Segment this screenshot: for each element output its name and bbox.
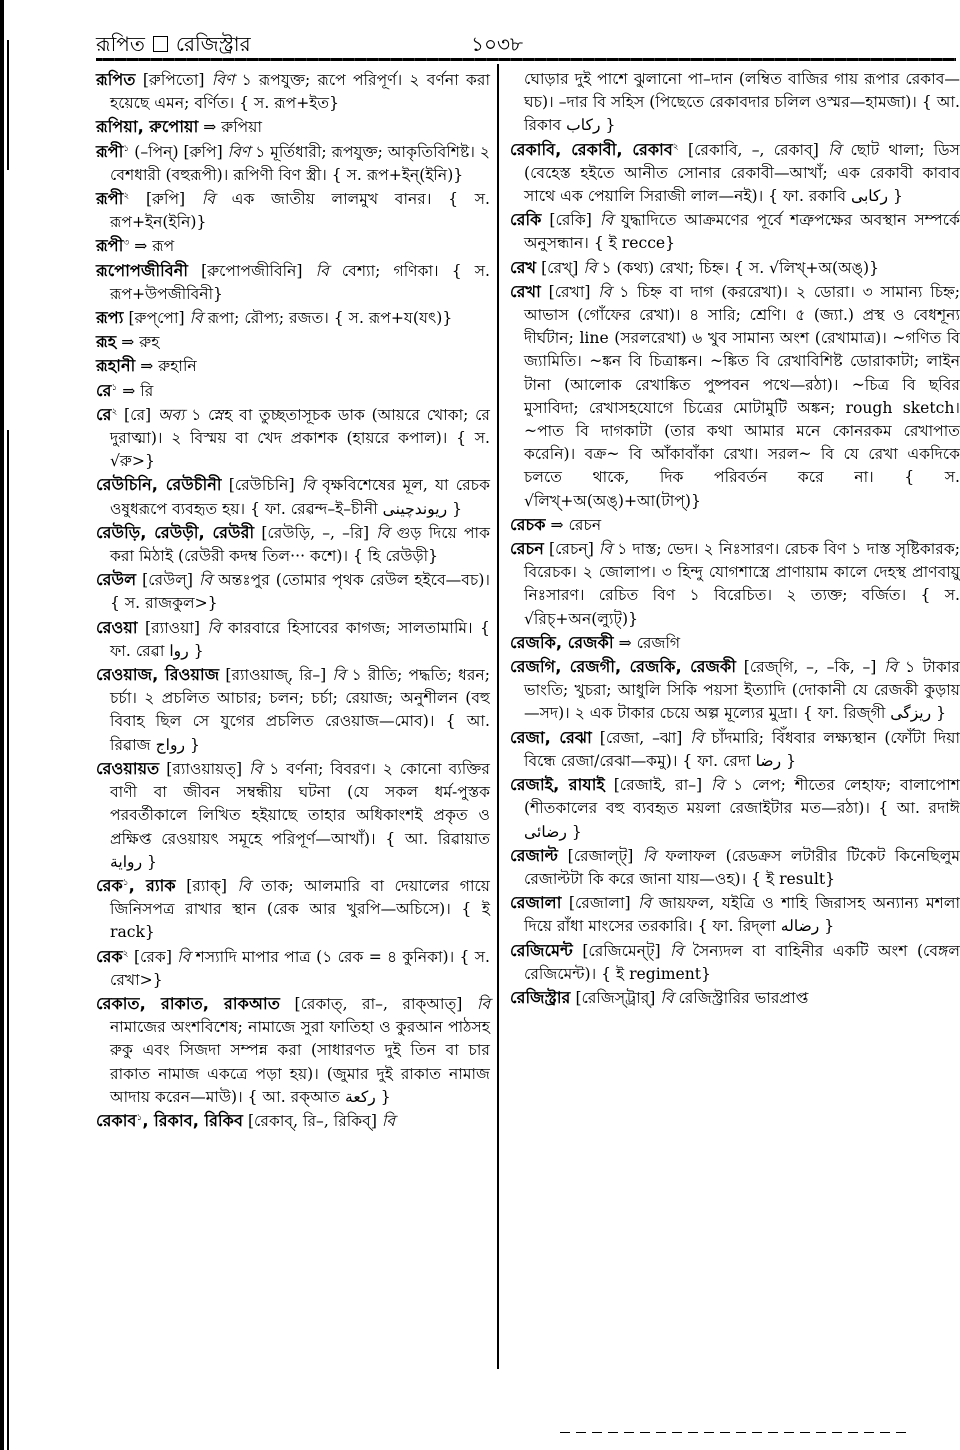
headword: রূহ [96, 332, 117, 352]
definition: ১ লেপ; শীতের লেহাফ; বালাপোশ (শীতকালের বহু ব্যবহৃত ময়লা রেজাইটার মত—রঠা)। { আ. রদাঈ رضائی } [524, 776, 960, 841]
headword: রেচন [510, 539, 544, 559]
dictionary-entry [510, 655, 960, 726]
part-of-speech: বি [598, 282, 612, 301]
part-of-speech: বি [598, 540, 613, 559]
definition: যুদ্ধাদিতে আক্রমণের পূর্বে শত্রুপক্ষের অবস্থান সম্পর্কে অনুসন্ধান। { ই recce} [524, 211, 960, 253]
pronunciation: (–পিন্) [রুপি] [134, 142, 223, 161]
dictionary-entry [96, 945, 490, 992]
scan-border-mark [7, 40, 9, 170]
definition: ⇒ রেজগি [618, 633, 681, 652]
dictionary-entry [510, 208, 960, 255]
definition: অন্তঃপুর (তোমার পৃথক রেউল হইবে—বচ)। { স. রাজকুল>} [110, 571, 490, 613]
pronunciation: [রেকাব্, রি–, রিকিব্] [247, 1111, 377, 1130]
column-divider [497, 64, 499, 1369]
pronunciation: [রেজিস্‌ট্রার্] [575, 988, 656, 1007]
headword: রূহানী [96, 356, 136, 376]
part-of-speech: বি [690, 728, 704, 747]
homonym-number: ৩ [123, 238, 130, 249]
definition: গুড় দিয়ে পাক করা মিঠাই (রেউরী কদম্ব তিল··· কশে)। { হি রেউড়ী} [110, 523, 490, 566]
pronunciation: [রেজিমেন্‌ট্] [582, 941, 661, 960]
guide-word-last: রেজিস্ট্রার [175, 32, 251, 56]
homonym-number: ২ [122, 948, 129, 959]
part-of-speech: বিণ [211, 71, 235, 89]
definition: ১ বর্ণনা; বিবরণ। ২ কোনো ব্যক্তির বাণী বা জীবন সম্বন্ধীয় ঘটনা (যে সকল ধর্ম-পুস্তক পরবর্তীকালে লিখিত হইয়াছে তাহার অধিকাংশই প্রকৃত ও প্রক্ষিপ্ত রেওয়ায়ৎ সমূহে পরিপূর্ণ—আখাঁ)। { আ. রিৱায়াত رواية } [110, 759, 490, 871]
part-of-speech: বি [198, 571, 213, 590]
headword: রূপী [96, 141, 124, 161]
homonym-number: ১ [111, 382, 118, 393]
pronunciation: [র‍্যাওয়ায়ত্] [166, 759, 243, 778]
definition: সৈন্যদল বা বাহিনীর একটি অংশ (বেঙ্গল রেজিমেন্ট)। { ই regiment} [524, 941, 960, 983]
part-of-speech: বি [884, 658, 898, 677]
headword: রেখা [510, 281, 541, 301]
pronunciation: [রে] [124, 405, 152, 424]
headword: রেক [96, 875, 123, 895]
right-column [510, 68, 960, 1010]
definition: ঘোড়ার দুই পাশে ঝুলানো পা–দান (লম্বিত বাজির গায় রূপার রেকাব—ঘচ)। –দার বি সহিস (পিছেতে রেকাবদার চলিল ওস্মর—হামজা)। { আ. রিকাব ركاب } [524, 70, 960, 135]
dictionary-entry [96, 403, 490, 474]
part-of-speech: বি [638, 894, 652, 913]
scan-border-mark [7, 430, 9, 1450]
dictionary-entry [96, 234, 490, 258]
headword: রূপী [96, 189, 124, 209]
pronunciation: [র‍্যাওয়া] [145, 618, 201, 637]
headword: রেকাবি, রেকাবী, রেকাব [510, 139, 673, 159]
dictionary-entry [96, 616, 490, 663]
homonym-number: ২ [672, 141, 679, 152]
part-of-speech: বি [711, 776, 725, 795]
dictionary-entry [510, 280, 960, 513]
dictionary-entry [96, 306, 490, 330]
dictionary-entry [96, 757, 490, 874]
guide-word-first: রূপিত [96, 32, 145, 56]
headword: রেখ [510, 257, 537, 277]
headword: রেজাই, রাযাই [510, 775, 605, 795]
dictionary-entry [96, 187, 490, 234]
part-of-speech: বি [301, 476, 315, 495]
pronunciation: [রেজ্‌গি, –, –কি, –] [743, 658, 877, 677]
headword: রেজগি, রেজগী, রেজকি, রেজকী [510, 657, 736, 677]
pronunciation: [রুপি] [145, 190, 186, 209]
definition: বেশ্যা; গণিকা। { স. রূপ+উপজীবিনী} [110, 261, 490, 303]
headword: রূপোপজীবিনী [96, 260, 189, 280]
pronunciation: [রেউল্] [142, 571, 193, 590]
headword: রেউড়ি, রেউড়ী, রেউরী [96, 522, 255, 542]
pronunciation: [রেজা, –ঝা] [599, 728, 683, 747]
pronunciation: [রেউচিনি] [228, 476, 295, 495]
dictionary-entry [96, 874, 490, 945]
definition: চাঁদমারি; বিঁধবার লক্ষ্যস্থান (ফোঁটা দিয়া বিন্ধে রেজা/রেঝা—কমু)। { ফা. রেদা رضا } [524, 728, 960, 770]
headword: রেকাব [96, 1110, 137, 1130]
headword: রেওয়ায়ত [96, 758, 160, 778]
pronunciation: [র‍্যাক্] [186, 876, 227, 895]
dictionary-entry [510, 986, 960, 1010]
definition: ⇒ রেচন [550, 515, 602, 534]
definition: ১ রূপযুক্ত; রূপে পরিপূর্ণ। ২ বর্ণনা করা হয়েছে এমন; বর্ণিত। { স. রূপ+ইত} [110, 71, 490, 113]
headword: রেওয়া [96, 617, 138, 637]
headword: রূপ্য [96, 308, 124, 328]
dictionary-entry [510, 939, 960, 986]
headword: রেজিমেন্ট [510, 940, 573, 960]
definition: ⇒ রূপ [134, 237, 175, 256]
dictionary-entry [510, 844, 960, 891]
dictionary-entry [510, 138, 960, 209]
headword: রূপিয়া, রুপোয়া [96, 117, 199, 137]
headword: রেউল [96, 570, 137, 590]
dictionary-entry [96, 68, 490, 115]
pronunciation: [রেউড়ি, –, –রি] [261, 523, 370, 542]
pronunciation: [রেচন্] [549, 540, 594, 559]
dictionary-entry [510, 631, 960, 655]
homonym-number: ২ [123, 190, 130, 201]
pronunciation: [রুপোপজীবিনি] [201, 261, 303, 280]
part-of-speech: বি [642, 846, 656, 865]
dictionary-entry [510, 537, 960, 631]
part-of-speech: বি [828, 140, 842, 159]
part-of-speech: বি [315, 261, 329, 280]
dictionary-entry [96, 473, 490, 520]
definition: জায়ফল, যইত্রি ও শাহি জিরাসহ অন্যান্য মশলা দিয়ে রাঁধা মাংসের তরকারি। { ফা. রিদ্‌লা رضاله } [524, 894, 960, 936]
left-column [96, 68, 490, 1133]
part-of-speech: বি [670, 941, 684, 960]
part-of-speech: বি [207, 618, 221, 637]
definition: এক জাতীয় লালমুখ বানর। { স. রূপ+ইন(ইনি)} [110, 190, 490, 232]
dictionary-entry [510, 891, 960, 938]
headword: রেজালা [510, 893, 562, 913]
part-of-speech: বি [660, 988, 674, 1007]
dictionary-entry [96, 663, 490, 757]
dictionary-entry [96, 354, 490, 378]
definition: শস্যাদি মাপার পাত্র (১ রেক = ৪ কুনিকা)। { স. রেখা>} [110, 947, 490, 989]
headword: রেকাত, রাকাত, রাকআত [96, 993, 280, 1013]
pronunciation: [রেজাই, রা–] [613, 776, 703, 795]
definition: ১ টাকার ভাংতি; খুচরা; আধুলি সিকি পয়সা ইত্যাদি (দোকানী যে রেজকী কুড়ায়—সদ)। ২ এক টাকার চেয়ে অল্প মূল্যের মুদ্রা। { ফা. রিজ্‌গী ریزگی } [524, 658, 960, 723]
dictionary-entry [96, 992, 490, 1109]
part-of-speech: বি [599, 211, 613, 230]
part-of-speech: বি [189, 309, 203, 328]
part-of-speech: বি [177, 947, 191, 966]
part-of-speech: বি [332, 666, 346, 685]
pronunciation: [রেকাবি, –, রেকাব্] [687, 140, 819, 159]
part-of-speech: অব্য [157, 405, 185, 424]
page-header [96, 30, 956, 54]
dictionary-entry [96, 330, 490, 354]
headword: রেউচিনি, রেউচীনী [96, 475, 222, 495]
pronunciation: [রেখ্] [541, 258, 579, 277]
pronunciation: [রেক] [133, 947, 172, 966]
pronunciation: [রেখা] [548, 282, 591, 301]
homonym-number: ১ [136, 1112, 143, 1123]
definition: বৃক্ষবিশেষের মূল, যা রেচক ওষুধরূপে ব্যবহৃত হয়। { ফা. রেৱন্দ–ই–চীনী ريوندچينی } [110, 476, 490, 518]
dictionary-entry [96, 1109, 490, 1133]
definition: ১ (কথ্য) রেখা; চিহ্ন। { স. √লিখ্+অ(অঙ্)} [601, 258, 880, 277]
headword: রেজিস্ট্রার [510, 987, 571, 1007]
headword: রেজকি, রেজকী [510, 632, 614, 652]
headword-variant: , রিকাব, রিকিব [142, 1110, 243, 1130]
headword: রূপিত [96, 70, 136, 89]
headword: রে [96, 404, 112, 424]
part-of-speech: বি [237, 876, 251, 895]
headword: রেক [96, 946, 123, 966]
part-of-speech: বি [381, 1111, 396, 1130]
part-of-speech: বিণ [227, 142, 251, 161]
headword: রেজাল্ট [510, 845, 559, 865]
headword-variant: , র‍্যাক [128, 875, 176, 895]
definition: ⇒ রুপিয়া [203, 118, 262, 137]
pronunciation: [রুপিতো] [142, 71, 205, 89]
dictionary-entry [96, 140, 490, 187]
pronunciation: [রেজালা] [568, 894, 631, 913]
homonym-number: ১ [123, 143, 130, 154]
definition: ১ স্নেহ বা তুচ্ছতাসূচক ডাক (আয়রে খোকা; রে দুরাত্মা)। ২ বিস্ময় বা খেদ প্রকাশক (হায়রে কপাল)। { স. √রু>} [110, 405, 490, 471]
definition: ⇒ রুহ [121, 333, 160, 352]
definition: ১ রীতি; পদ্ধতি; ধরন; চর্চা। ২ প্রচলিত আচার; চলন; চর্চা; রেয়াজ; অনুশীলন (বহু বিবাহ ছিল সে যুগের প্রচলিত রেওয়াজ—মোব)। { আ. রিৱাজ رواج } [110, 666, 490, 754]
dictionary-entry [510, 256, 960, 280]
scan-bottom-marks [560, 1432, 910, 1433]
headword: রেকি [510, 210, 542, 230]
pronunciation: [রেকাত্, রা–, রাক্‌আত্] [294, 994, 463, 1013]
dictionary-entry [96, 115, 490, 139]
headword: রেওয়াজ, রিওয়াজ [96, 665, 220, 685]
dictionary-entry [510, 513, 960, 537]
dictionary-entry [96, 259, 490, 306]
definition: নামাজের অংশবিশেষ; নামাজে সুরা ফাতিহা ও কুরআন পাঠসহ রুকু এবং সিজদা সম্পন্ন করা (সাধারণত দুই তিন বা চার রাকাত নামাজ একত্রে পড়া হয়)। (জুমার দুই রাকাত নামাজ আদায় করেন—মাউ)। { আ. রক্‌আত ركعة } [110, 1018, 490, 1106]
definition: রূপা; রৌপ্য; রজত। { স. রূপ+য(যৎ)} [207, 309, 453, 328]
headword: রেজা, রেঝা [510, 727, 592, 747]
dictionary-entry [96, 568, 490, 615]
pronunciation: [রেকি] [549, 211, 592, 230]
dictionary-entry [96, 521, 490, 568]
definition: ⇒ রুহানি [140, 357, 197, 376]
pronunciation: [র‍্যাওয়াজ্, রি–] [225, 666, 327, 685]
headword: রেচক [510, 514, 546, 534]
part-of-speech: বি [476, 994, 491, 1013]
header-rule [96, 58, 956, 61]
definition: কারবারে হিসাবের কাগজ; সালতামামি। { ফা. রেৱা روا } [110, 618, 490, 660]
part-of-speech: বি [249, 759, 263, 778]
definition: তাক; আলমারি বা দেয়ালের গায়ে জিনিসপত্র রাখার স্থান (রেক আর খুরপি—অচিসে)। { ই rack} [110, 876, 490, 942]
part-of-speech: বি [201, 190, 215, 209]
dictionary-entry [510, 726, 960, 773]
definition: রেজিস্ট্রারির ভারপ্রাপ্ত [678, 988, 809, 1007]
headword: রে [96, 380, 112, 400]
dictionary-entry [510, 68, 960, 138]
definition: ১ চিহ্ন বা দাগ (কররেখা)। ২ ডোরা। ৩ সামান্য চিহ্ন; আভাস (গোঁফের রেখা)। ৪ সারি; শ্রেণি। ৫ (জ্যা.) প্রস্থ ও বেধশূন্য দীর্ঘটান; line (সরলরেখা) ৬ খুব সামান্য অংশ (রেখামাত্র)। ~গণিত বি জ্যামিতি। ~ঙ্কন বি চিত্রাঙ্কন। ~ঙ্কিত বি রেখাবিশিষ্ট ডোরাকাটা; লাইন টানা (আলোক রেখাঙ্কিত পুষ্পবন পথে—রঠা)। ~চিত্র বি ছবির মুসাবিদা; রেখাসহযোগে চিত্রের মোটামুটি অঙ্কন; rough sketch। ~পাত বি দাগকাটা (তার কথা আমার মনে কোনরকম রেখাপাত করেনি)। বক্র~ বি আঁকাবাঁকা রেখা। সরল~ বি যে রেখা একদিকে চলতে থাকে, দিক পরিবর্তন করে না। { স. √লিখ্+অ(অঙ্)+আ(টাপ্)} [524, 282, 960, 510]
headword: রূপী [96, 236, 124, 256]
homonym-number: ১ [122, 877, 129, 888]
dictionary-entry [96, 379, 490, 403]
pronunciation: [রেজাল্‌ট্] [567, 846, 634, 865]
homonym-number: ২ [111, 406, 118, 417]
definition: ফলাফল (রেডক্রস লটারীর টিকেট কিনেছিলুম রেজাল্টটা কি করে জানা যায়—ওহ)। { ই result} [524, 846, 960, 888]
definition: ⇒ রি [122, 381, 154, 400]
definition: ১ মূর্তিধারী; রূপযুক্ত; আকৃতিবিশিষ্ট। ২ বেশধারী (বহুরূপী)। রূপিণী বিণ স্ত্রী। { স. রূপ+ইন্(ইনি)} [110, 142, 491, 184]
definition: ছোট থালা; ডিস (বেহেস্ত হইতে আনীত সোনার রেকাবী—আখাঁ; এক রেকাবী কাবাব সাথে এক পেয়ালি সিরাজী লাল—নই)। { ফা. রকাবি ركابی } [524, 140, 960, 206]
definition: ১ দাস্ত; ভেদ। ২ নিঃসারণ। রেচক বিণ ১ দাস্ত সৃষ্টিকারক; বিরেচক। ২ জোলাপ। ৩ হিন্দু যোগশাস্ত্রে প্রাণায়াম কালে দেহস্থ প্রাণবায়ু নিঃসারণ। রেচিত বিণ ১ বিরেচিত। ২ ত্যক্ত; বর্জিত। { স. √রিচ্+অন(ল্যুট্)} [524, 540, 960, 628]
page-number: ১০৩৮ [471, 32, 523, 56]
separator-box-icon [153, 36, 168, 52]
part-of-speech: বি [376, 523, 390, 542]
scan-border [0, 0, 4, 1450]
pronunciation: [রুপ্‌পো] [128, 309, 185, 328]
dictionary-entry [510, 773, 960, 844]
part-of-speech: বি [583, 258, 597, 277]
